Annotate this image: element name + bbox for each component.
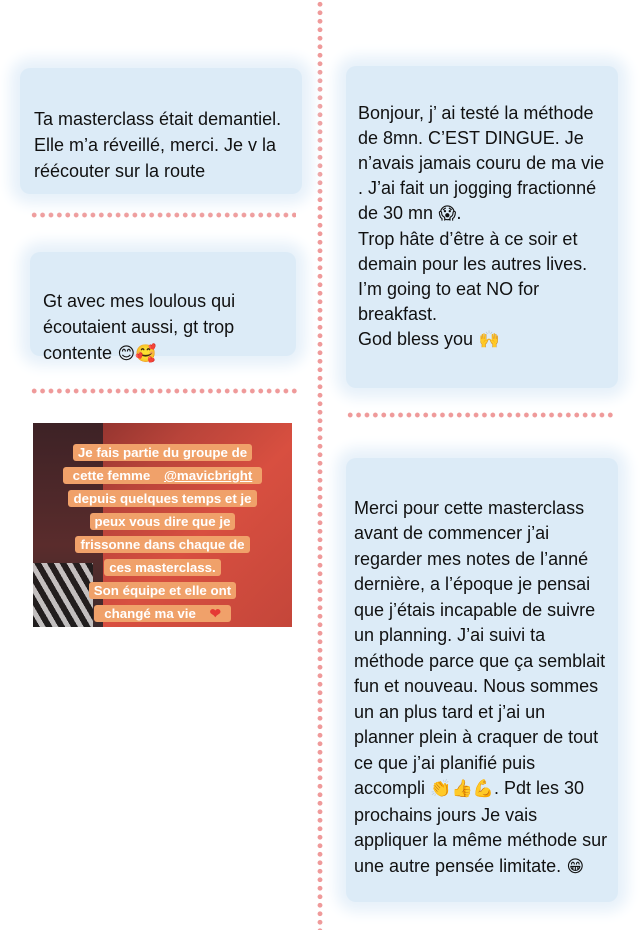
horizontal-dotted-divider-left-1 [30, 211, 296, 219]
testimonial-card-1 [20, 68, 302, 194]
story-line: frissonne dans chaque de [75, 536, 249, 553]
story-line: Son équipe et elle ont [89, 582, 236, 599]
vertical-dotted-divider [316, 0, 324, 930]
story-line: Je fais partie du groupe de [73, 444, 252, 461]
story-caption [33, 443, 292, 627]
clap-thumbs-flex-emoji: 👏👍💪 [425, 779, 494, 799]
testimonial-card-3 [346, 66, 618, 388]
horizontal-dotted-divider-left-2 [30, 387, 300, 395]
story-line: changé ma vie [99, 605, 201, 622]
story-line: ces masterclass. [104, 559, 220, 576]
heart-icon: ❤ [201, 605, 226, 622]
story-line: depuis quelques temps et je [68, 490, 256, 507]
testimonial-card-4 [346, 458, 618, 902]
raised-hands-emoji: 🙌 [473, 330, 500, 350]
testimonial-text: Merci pour cette masterclass avant de commencer j’ai regarder mes notes de l’anné dernière, a l’époque je pensai que j’étais incapable de suivre un planning. J’ai suivi ta méthode parce que ça semblait fun et nouveau. Nous sommes un an plus tard et j’ai un planner plein à craquer de tout ce que j’ai planifié puis accompli [354, 497, 606, 798]
testimonial-text: . Pdt les 30 prochains jours Je vais appliquer la même méthode sur une autre pensée limitate. [354, 778, 608, 876]
smile-emoji: 😊🥰 [112, 344, 157, 364]
story-screenshot-image [33, 423, 292, 627]
story-handle-link[interactable]: @mavicbright [159, 467, 257, 484]
testimonial-text: Bonjour, j’ ai testé la méthode de 8mn. C’EST DINGUE. Je n’avais jamais couru de ma vie . J’ai fait un jogging fractionné de 30 mn [358, 103, 605, 223]
story-line: cette femme [68, 467, 159, 484]
testimonial-card-2 [30, 252, 296, 364]
story-line: peux vous dire que je [90, 513, 236, 530]
grin-emoji: 😁 [561, 856, 585, 877]
testimonial-text: Trop hâte d’être à ce soir et demain pour les autres lives. I’m going to eat NO for breakfast. God bless you [358, 229, 588, 349]
testimonial-text: Gt avec mes loulous qui écoutaient aussi, gt trop contente [43, 291, 236, 363]
horizontal-dotted-divider-right [346, 411, 616, 419]
scream-emoji: 😱. [433, 204, 462, 224]
testimonial-text: Ta masterclass était demantiel. Elle m’a réveillé, merci. Je v la réécouter sur la route [34, 109, 282, 181]
